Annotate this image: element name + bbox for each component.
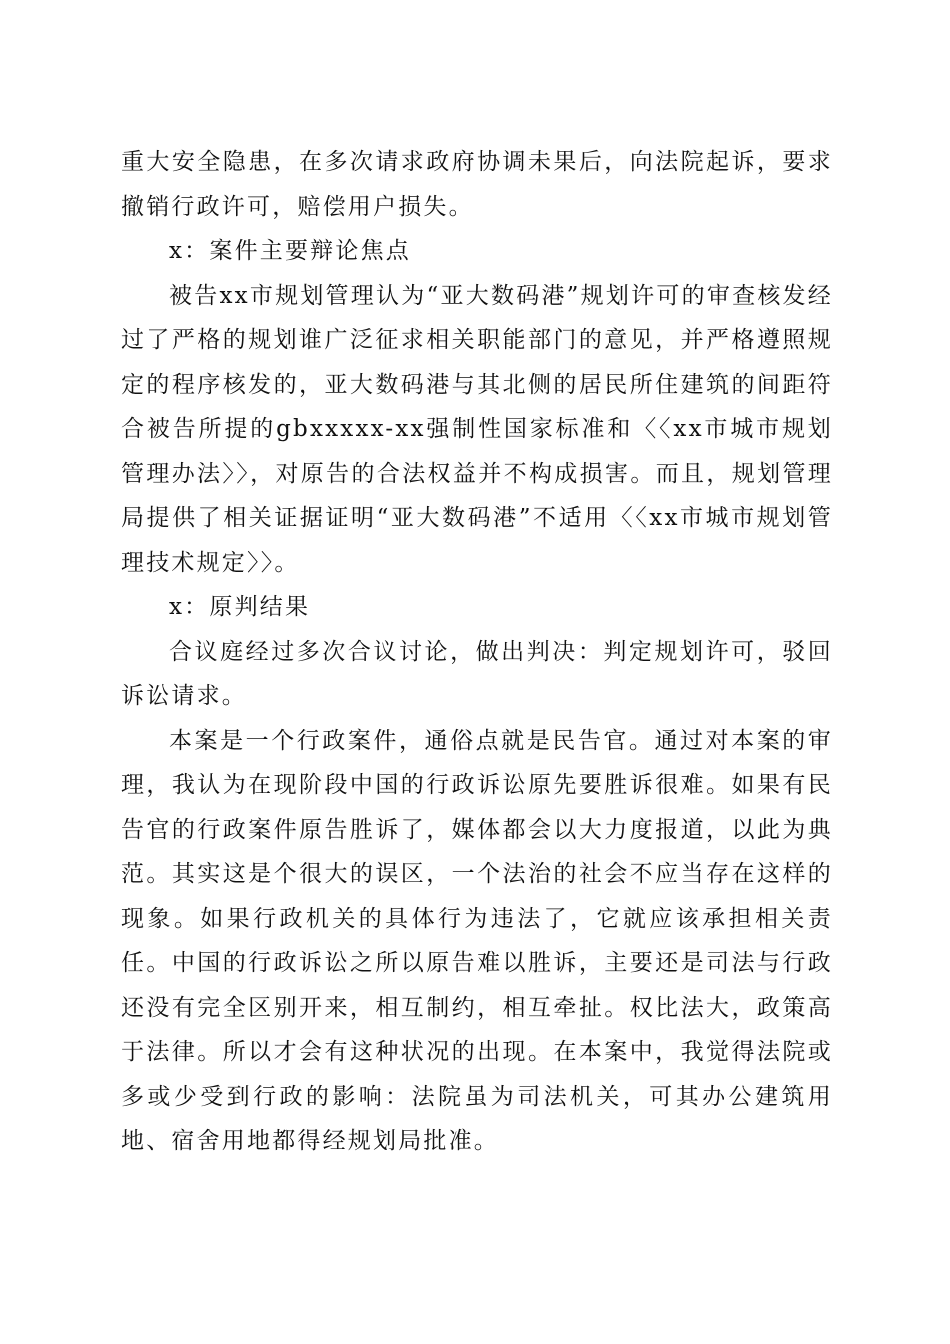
paragraph-judgment: 合议庭经过多次合议讨论，做出判决：判定规划许可，驳回诉讼请求。 — [121, 638, 833, 709]
paragraph-commentary: 本案是一个行政案件，通俗点就是民告官。通过对本案的审理，我认为在现阶段中国的行政诉讼原先要胜诉很难。如果有民告官的行政案件原告胜诉了，媒体都会以大力度报道，以此为典范。其实这是个很大的误区，一个法治的社会不应当存在这样的现象。如果行政机关的具体行为违法了，它就应该承担相关责任。中国的行政诉讼之所以原告难以胜诉，主要还是司法与行政还没有完全区别开来，相互制约，相互牵扯。权比法大，政策高于法律。所以才会有这种状况的出现。在本案中，我觉得法院或多或少受到行政的影响：法院虽为司法机关，可其办公建筑用地、宿舍用地都得经规划局批准。 — [121, 727, 833, 1154]
paragraph-defendant-argument: 被告xx市规划管理认为“亚大数码港”规划许可的审查核发经过了严格的规划谁广泛征求相关职能部门的意见，并严格遵照规定的程序核发的，亚大数码港与其北侧的居民所住建筑的间距符合被告所提的gbxxxxx-xx强制性国家标准和〈〈xx市城市规划管理办法〉〉，对原告的合法权益并不构成损害。而且，规划管理局提供了相关证据证明“亚大数码港”不适用〈〈xx市城市规划管理技术规定〉〉。 — [121, 282, 833, 576]
paragraph-continuation: 重大安全隐患，在多次请求政府协调未果后，向法院起诉，要求撤销行政许可，赔偿用户损失。 — [121, 149, 833, 220]
section-heading-original-judgment: x：原判结果 — [169, 594, 311, 620]
section-heading-debate-focus: x：案件主要辩论焦点 — [169, 238, 411, 264]
document-page — [121, 140, 833, 1164]
